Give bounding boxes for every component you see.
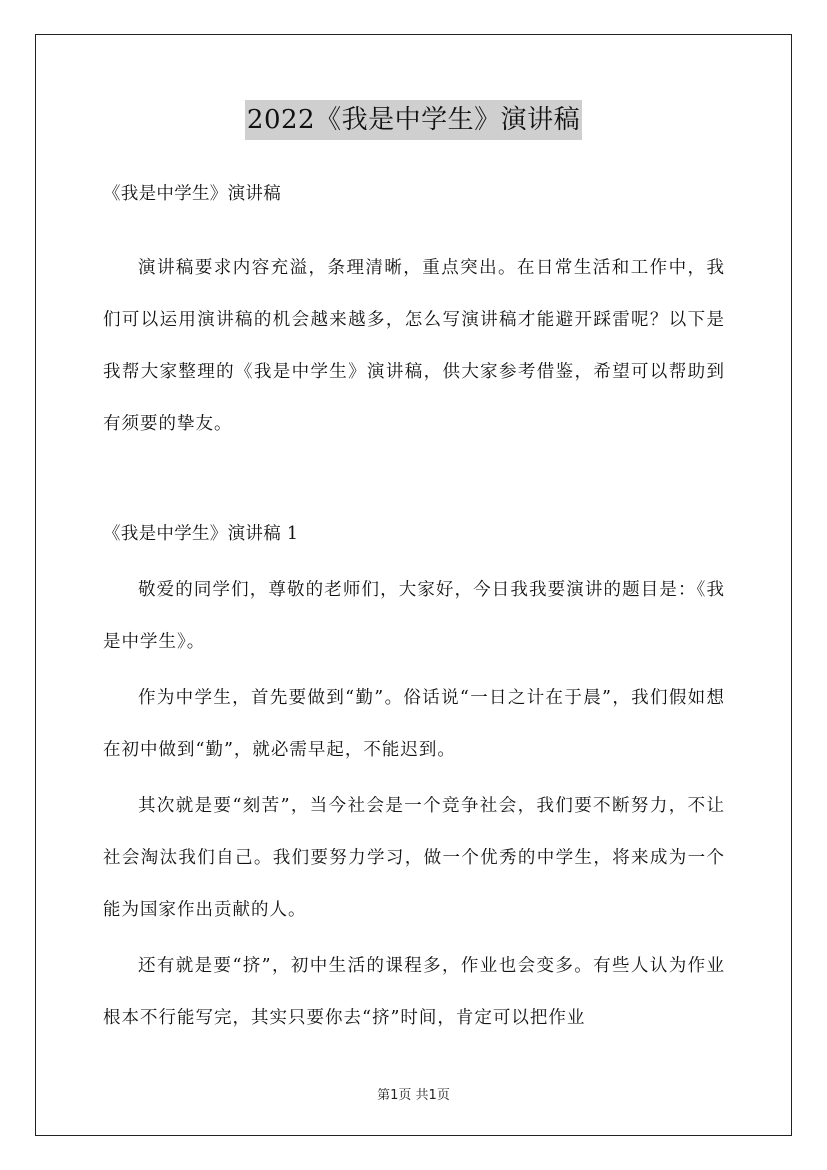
page-footer xyxy=(0,1084,827,1103)
document-title: 2022《我是中学生》演讲稿 xyxy=(245,100,582,140)
document-body xyxy=(103,176,725,1044)
document-heading: 《我是中学生》演讲稿 xyxy=(103,184,281,204)
section-heading: 《我是中学生》演讲稿 1 xyxy=(103,524,299,544)
intro-paragraph: 演讲稿要求内容充溢，条理清晰，重点突出。在日常生活和工作中，我们可以运用演讲稿的机会越来越多，怎么写演讲稿才能避开踩雷呢？以下是我帮大家整理的《我是中学生》演讲稿，供大家参考借鉴，希望可以帮助到有须要的挚友。 xyxy=(103,258,725,434)
title-container xyxy=(0,100,827,140)
body-paragraph-4: 还有就是要“挤”，初中生活的课程多，作业也会变多。有些人认为作业根本不行能写完，其实只要你去“挤”时间，肯定可以把作业 xyxy=(103,956,725,1028)
body-paragraph-2: 作为中学生，首先要做到“勤”。俗话说“一日之计在于晨”，我们假如想在初中做到“勤”，就必需早起，不能迟到。 xyxy=(103,688,725,760)
page-number: 第1页 共1页 xyxy=(377,1088,450,1103)
body-paragraph-1: 敬爱的同学们，尊敬的老师们，大家好，今日我我要演讲的题目是：《我是中学生》。 xyxy=(103,580,725,652)
body-paragraph-3: 其次就是要“刻苦”，当今社会是一个竞争社会，我们要不断努力，不让社会淘汰我们自己。我们要努力学习，做一个优秀的中学生，将来成为一个能为国家作出贡献的人。 xyxy=(103,796,725,920)
